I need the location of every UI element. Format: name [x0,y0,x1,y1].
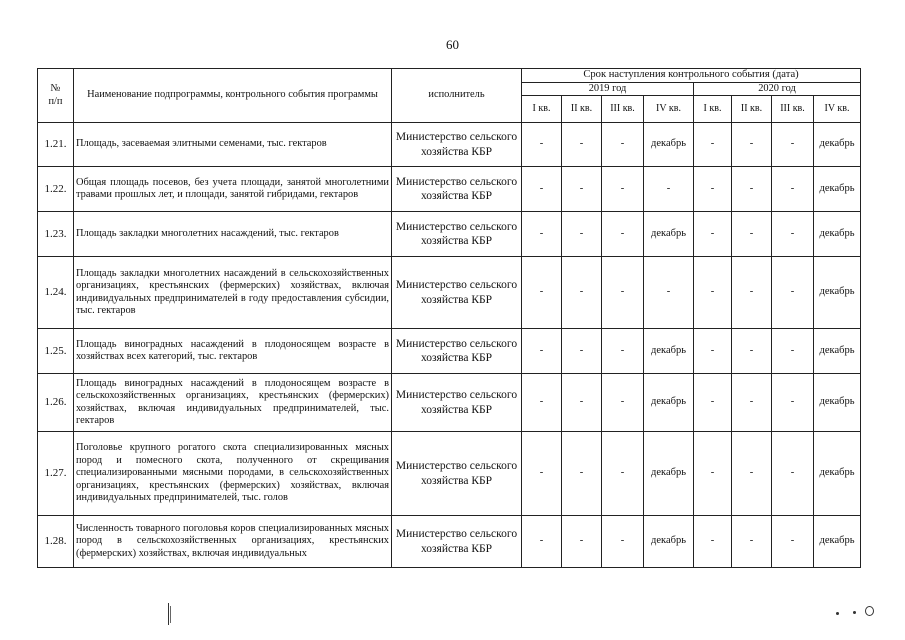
table-row [38,123,861,167]
quarter-value: - [694,123,732,167]
event-name: Площадь виноградных насаждений в плодоносящем возрасте в хозяйствах всех категорий, тыс. гектаров [74,329,392,374]
quarter-value: - [602,329,644,374]
quarter-value: - [772,374,814,432]
quarter-value: - [732,516,772,568]
quarter-value: - [732,329,772,374]
quarter-value: - [602,516,644,568]
executor: Министерство сельского хозяйства КБР [392,374,522,432]
quarter-value: - [772,257,814,329]
quarter-value: - [694,329,732,374]
quarter-value: - [562,432,602,516]
quarter-value: - [562,257,602,329]
quarter-value: - [522,212,562,257]
table-row [38,167,861,212]
quarter-value: декабрь [644,123,694,167]
row-number: 1.23. [38,212,74,257]
row-number: 1.28. [38,516,74,568]
executor: Министерство сельского хозяйства КБР [392,257,522,329]
row-number: 1.26. [38,374,74,432]
executor: Министерство сельского хозяйства КБР [392,212,522,257]
quarter-value: - [602,212,644,257]
quarter-value: декабрь [644,516,694,568]
quarter-value: декабрь [814,167,861,212]
header-quarter: II кв. [562,96,602,123]
quarter-value: декабрь [814,432,861,516]
quarter-value: - [694,374,732,432]
event-name: Площадь, засеваемая элитными семенами, тыс. гектаров [74,123,392,167]
quarter-value: декабрь [644,374,694,432]
scan-mark [853,611,856,614]
event-name: Поголовье крупного рогатого скота специализированных мясных пород и помесного скота, полученного от скрещивания специализированными мясными породами, в сельскохозяйственных организациях, крестьянских (фермерских) хозяйствах, включая индивидуальных предпринимателей, тыс. голов [74,432,392,516]
quarter-value: - [602,123,644,167]
executor: Министерство сельского хозяйства КБР [392,516,522,568]
quarter-value: - [732,123,772,167]
header-quarter: I кв. [694,96,732,123]
quarter-value: - [732,212,772,257]
page-number: 60 [446,37,459,52]
quarter-value: - [562,374,602,432]
quarter-value: - [522,329,562,374]
quarter-value: декабрь [644,212,694,257]
scan-mark [168,603,169,625]
quarter-value: - [562,123,602,167]
quarter-value: - [694,516,732,568]
executor: Министерство сельского хозяйства КБР [392,123,522,167]
event-name: Общая площадь посевов, без учета площади, занятой многолетними травами прошлых лет, и площади, занятой гибридами, гектаров [74,167,392,212]
quarter-value: - [522,123,562,167]
quarter-value: декабрь [644,432,694,516]
quarter-value: - [732,432,772,516]
quarter-value: - [562,212,602,257]
event-name: Площадь закладки многолетних насаждений в сельскохозяйственных организациях, крестьянских (фермерских) хозяйствах, включая индивидуальных предпринимателей в году предоставления субсидии, тыс. гектаров [74,257,392,329]
event-name: Численность товарного поголовья коров специализированных мясных пород в сельскохозяйственных организациях, крестьянских (фермерских) хозяйствах, включая индивидуальных [74,516,392,568]
row-number: 1.24. [38,257,74,329]
quarter-value: - [602,257,644,329]
quarter-value: - [562,167,602,212]
quarter-value: декабрь [814,329,861,374]
header-year-2019: 2019 год [522,82,694,95]
quarter-value: - [772,432,814,516]
header-name: Наименование подпрограммы, контрольного события программы [74,69,392,123]
quarter-value: - [602,432,644,516]
event-name: Площадь закладки многолетних насаждений, тыс. гектаров [74,212,392,257]
row-number: 1.21. [38,123,74,167]
control-events-table [37,68,861,568]
quarter-value: - [732,257,772,329]
header-quarter: III кв. [772,96,814,123]
executor: Министерство сельского хозяйства КБР [392,432,522,516]
quarter-value: - [694,432,732,516]
event-name: Площадь виноградных насаждений в плодоносящем возрасте в сельскохозяйственных организациях, крестьянских (фермерских) хозяйствах, включая индивидуальных предпринимателей, тыс. гектаров [74,374,392,432]
table-row [38,329,861,374]
quarter-value: - [732,374,772,432]
row-number: 1.27. [38,432,74,516]
scan-mark [865,606,874,616]
table-row [38,432,861,516]
header-period: Срок наступления контрольного события (дата) [522,69,861,83]
quarter-value: - [522,516,562,568]
quarter-value: декабрь [814,257,861,329]
header-quarter: II кв. [732,96,772,123]
quarter-value: - [772,516,814,568]
quarter-value: декабрь [814,212,861,257]
scan-mark [836,612,839,615]
row-number: 1.25. [38,329,74,374]
table-row [38,516,861,568]
table-row [38,257,861,329]
table-row [38,374,861,432]
quarter-value: - [772,167,814,212]
quarter-value: - [522,167,562,212]
header-executor: исполнитель [392,69,522,123]
executor: Министерство сельского хозяйства КБР [392,329,522,374]
table-row [38,212,861,257]
quarter-value: - [522,257,562,329]
header-quarter: IV кв. [814,96,861,123]
quarter-value: - [772,123,814,167]
quarter-value: - [694,212,732,257]
quarter-value: - [644,167,694,212]
header-quarter: I кв. [522,96,562,123]
header-num: № п/п [38,69,74,123]
header-quarter: IV кв. [644,96,694,123]
quarter-value: - [522,374,562,432]
quarter-value: декабрь [814,374,861,432]
quarter-value: - [694,257,732,329]
header-year-2020: 2020 год [694,82,861,95]
quarter-value: - [732,167,772,212]
quarter-value: - [602,167,644,212]
quarter-value: - [772,212,814,257]
quarter-value: - [694,167,732,212]
quarter-value: - [602,374,644,432]
executor: Министерство сельского хозяйства КБР [392,167,522,212]
row-number: 1.22. [38,167,74,212]
quarter-value: декабрь [814,123,861,167]
scan-mark [170,606,171,623]
quarter-value: - [562,329,602,374]
quarter-value: декабрь [644,329,694,374]
quarter-value: - [522,432,562,516]
quarter-value: - [644,257,694,329]
header-quarter: III кв. [602,96,644,123]
quarter-value: декабрь [814,516,861,568]
quarter-value: - [562,516,602,568]
quarter-value: - [772,329,814,374]
